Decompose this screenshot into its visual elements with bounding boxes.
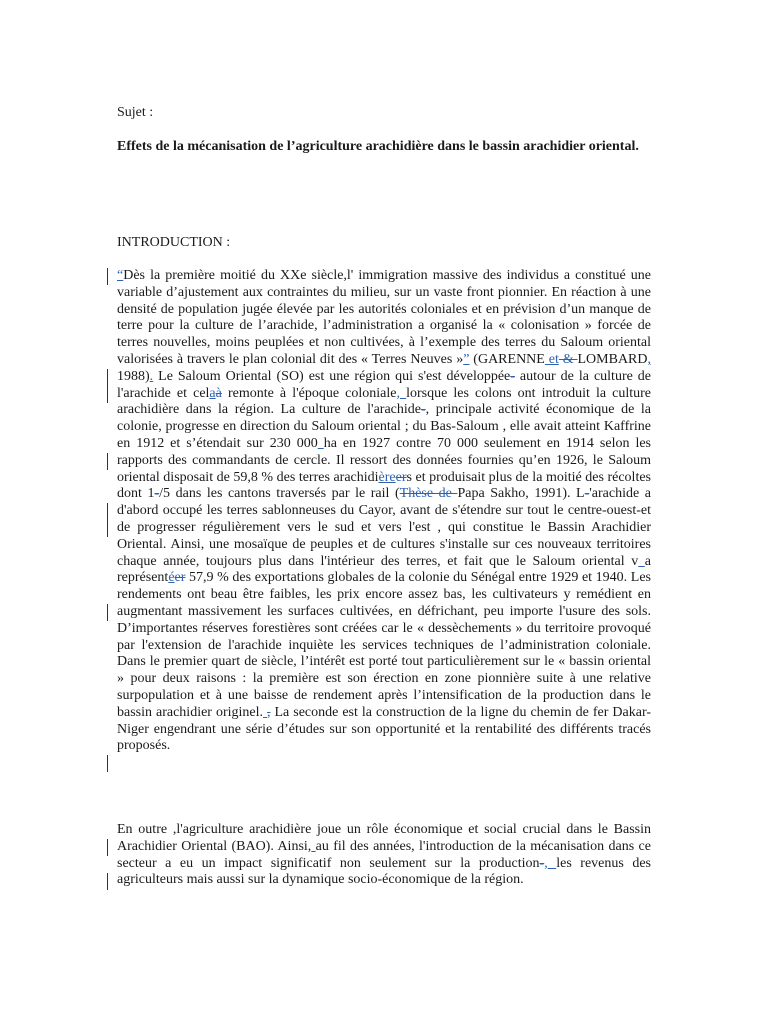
tracked-deletion: à [215, 385, 222, 401]
tracked-deletion: Thèse de [399, 486, 458, 502]
tracked-insertion: “ [117, 268, 124, 283]
revision-bar [107, 268, 108, 285]
tracked-insertion: a [209, 385, 216, 401]
revision-bar [107, 839, 108, 856]
tracked-deletion: & [558, 351, 578, 367]
introduction-paragraph-2: En outre ,l'agriculture arachidière joue un rôle économique et social crucial dans le Bassin Arachidier Oriental (BAO). Ainsi, au fil des années, l'introduction de la mécanisation dans ce secteur a eu un impact significatif non seulement sur la production-, les revenus des agriculteurs mais aussi sur la dynamique socio-économique de la région. [117, 822, 651, 888]
tracked-insertion: , [396, 385, 400, 401]
tracked-deletion: , [267, 704, 271, 720]
introduction-paragraph-1: “Dès la première moitié du XXe siècle,l' immigration massive des individus a constitué une variable d’ajustement aux contraintes du milieu, sur un vaste front pionnier. En réaction à une densité de population jugée élevée par les autorités coloniales et en prévision d’un manque de terre pour la culture de l’arachide, l’administration a organisé la « colonisation » forcée de terres nouvelles, moins peuplées et non cultivées, à l’exemple des terres du Saloum oriental valorisées à travers le plan colonial dit des « Terres Neuves »” (GARENNE et & LOMBARD, 1988). Le Saloum Oriental (SO) est une région qui s'est développée- autour de la culture de l'arachide et celaà remonte à l'époque coloniale, lorsque les colons ont introduit la culture arachidière dans la région. La culture de l'arachide-, principale activité économique de la colonie, progresse en direction du Saloum oriental ; du Bas-Saloum , elle avait atteint Kaffrine en 1912 et s’étendait sur 230 000 ha en 1927 contre 70 000 seulement en 1914 selon les rapports des commandants de cercle. Il ressort des données fournies qu’en 1926, le Saloum oriental disposait de 59,8 % des terres arachidièreers et produisait plus de la moitié des récoltes dont 1-/5 dans les cantons traversés par le rail (Thèse de Papa Sakho, 1991). L-'arachide a d'abord occupé les terres sablonneuses du Cayor, avant de s'étendre sur tout le centre-ouest-et de progresser régulièrement vers le sud et vers l'est , qui constitue le Bassin Arachidier Oriental. Ainsi, une mosaïque de peuples et de cultures s'installe sur ces nouveaux territoires chaque année, toujours plus dans l'intérieur des terres, et fait que le Saloum oriental v a représentéer 57,9 % des exportations globales de la colonie du Sénégal entre 1929 et 1940. Les rendements ont beau être faibles, les prix encore assez bas, les cultivateurs y remédient en augmentant massivement les surfaces cultivées, en défrichant, peu importe l'usure des sols. D’importantes réserves forestières sont créées car le « dessèchements » du territoire provoqué par l'extension de l'arachide inquiète les services techniques de l’administration coloniale. Dans le premier quart de siècle, l’intérêt est porté tout particulièrement sur le « bassin oriental » pour deux raisons : la première est son érection en zone pionnière suite à une relative surpopulation et à une baisse de rendement après l’intensification de la production dans le bassin arachidier originel. , La seconde est la construction de la ligne du chemin de fer Dakar-Niger engendrant une série d’études sur son opportunité et la rentabilité des différents tracés proposés. [117, 268, 652, 754]
revision-bar [107, 503, 108, 537]
subject-label: Sujet : [117, 105, 154, 120]
tracked-insertion: , [544, 855, 548, 871]
tracked-deletion: er [174, 570, 186, 586]
revision-bar [107, 369, 108, 403]
tracked-deletion: - [420, 402, 426, 418]
tracked-insertion: , [647, 351, 652, 367]
tracked-insertion: ère [378, 469, 396, 485]
revision-bar [107, 755, 108, 772]
tracked-deletion: - [584, 486, 590, 502]
tracked-deletion: - [510, 368, 515, 384]
revision-bar [107, 873, 108, 890]
tracked-insertion: é [168, 570, 175, 586]
tracked-insertion: et [544, 351, 559, 367]
tracked-insertion: ” [463, 351, 470, 367]
tracked-insertion [548, 856, 557, 871]
revision-bar [107, 604, 108, 621]
section-heading: INTRODUCTION : [117, 235, 231, 250]
tracked-deletion: - [539, 855, 545, 871]
tracked-deletion: er [395, 469, 407, 485]
document-title: Effets de la mécanisation de l’agriculture arachidière dans le bassin arachidier oriental. [117, 139, 639, 154]
tracked-insertion: . [149, 368, 154, 384]
revision-bar [107, 453, 108, 470]
tracked-deletion: - [154, 486, 160, 502]
